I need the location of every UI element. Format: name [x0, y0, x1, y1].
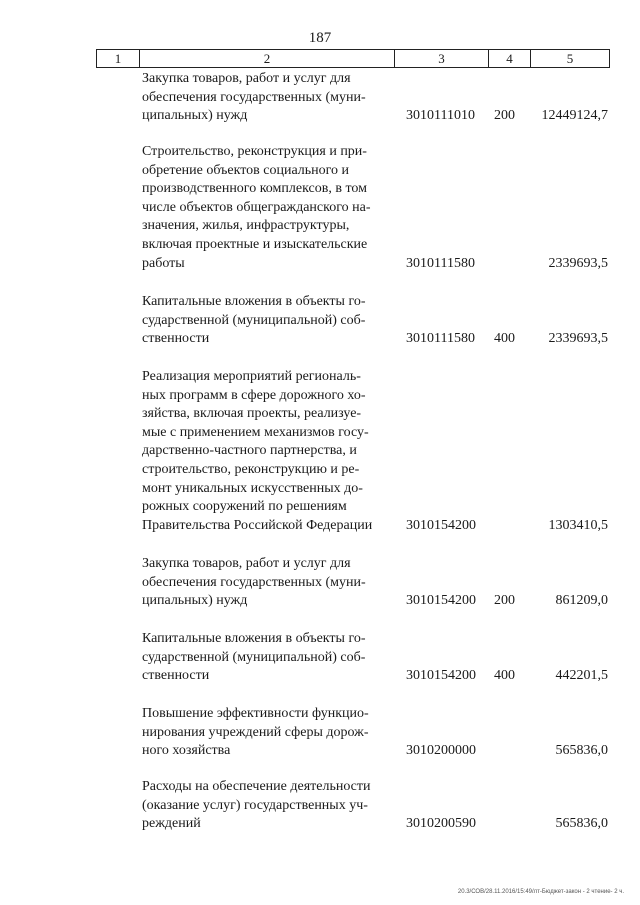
row-code: 3010154200	[406, 668, 476, 683]
document-footer: 20.3/СОВ/28.11.2016/15:49/лт-Бюджет-закон - 2 чтение- 2 ч.	[457, 889, 624, 895]
row-description: Повышение эффективности функцио- нирования учреждений сферы дорож- ного хозяйства	[142, 706, 369, 759]
row-code: 3010154200	[406, 593, 476, 608]
row-description: Расходы на обеспечение деятельности (оказание услуг) государственных уч- реждений	[142, 779, 371, 832]
row-code: 3010111580	[406, 331, 475, 346]
row-code: 3010200000	[406, 743, 476, 758]
row-type: 400	[494, 668, 515, 683]
row-amount: 1303410,5	[548, 518, 608, 533]
row-code: 3010154200	[406, 518, 476, 533]
row-amount: 861209,0	[555, 593, 608, 608]
row-description: Реализация мероприятий региональ- ных программ в сфере дорожного хо- зяйства, включая проекты, реализуе- мые с применением механизмов госу- дарственно-частного партнерства, и строительство, реконструкцию и ре- монт уникальных искусственных до- рожных сооружений по решениям Правительства Российской Федерации	[142, 369, 373, 533]
row-amount: 2339693,5	[548, 256, 608, 271]
row-code: 3010111580	[406, 256, 475, 271]
row-description: Капитальные вложения в объекты го- сударственной (муниципальной) соб- ственности	[142, 294, 366, 347]
header-cell-2: 2	[140, 50, 395, 67]
row-description: Строительство, реконструкция и при- обретение объектов социального и производственного комплексов, в том числе объектов общегражданского на- значения, жилья, инфраструктуры, включая проектные и изыскательские работы	[142, 144, 371, 271]
header-cell-3: 3	[395, 50, 489, 67]
row-description: Капитальные вложения в объекты го- сударственной (муниципальной) соб- ственности	[142, 631, 366, 684]
row-amount: 565836,0	[555, 816, 608, 831]
header-cell-1: 1	[97, 50, 140, 67]
row-type: 200	[494, 593, 515, 608]
table-header	[96, 49, 610, 68]
row-description: Закупка товаров, работ и услуг для обеспечения государственных (муни- ципальных) нужд	[142, 71, 366, 124]
row-code: 3010200590	[406, 816, 476, 831]
header-cell-5: 5	[566, 51, 574, 66]
row-amount: 442201,5	[555, 668, 608, 683]
header-cell-4: 4	[489, 50, 531, 67]
row-amount: 2339693,5	[548, 331, 608, 346]
row-code: 3010111010	[406, 108, 475, 123]
page-number: 187	[308, 30, 332, 46]
row-amount: 12449124,7	[541, 108, 608, 123]
row-type: 200	[494, 108, 515, 123]
row-amount: 565836,0	[555, 743, 608, 758]
row-type: 400	[494, 331, 515, 346]
row-description: Закупка товаров, работ и услуг для обеспечения государственных (муни- ципальных) нужд	[142, 556, 366, 609]
